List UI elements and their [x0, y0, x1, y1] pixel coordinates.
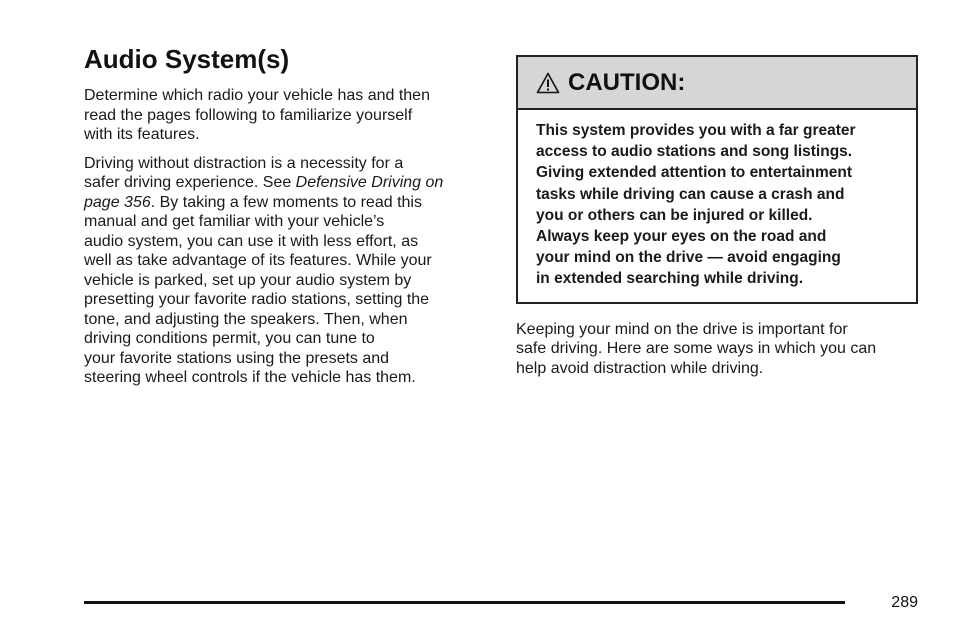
mind-on-drive-paragraph [516, 320, 918, 379]
caution-body [518, 110, 916, 302]
text-line: vehicle is parked, set up your audio system by [84, 271, 412, 289]
text-line: help avoid distraction while driving. [516, 359, 764, 377]
caution-title: CAUTION: [568, 68, 686, 96]
caution-line: tasks while driving can cause a crash and [536, 185, 845, 203]
caution-line: your mind on the drive — avoid engaging [536, 249, 841, 267]
text-line: steering wheel controls if the vehicle has them. [84, 369, 416, 386]
text-line: read the pages following to familiarize yourself [84, 106, 413, 124]
text-line: Determine which radio your vehicle has and then [84, 87, 430, 104]
text-line: tone, and adjusting the speakers. Then, when [84, 310, 408, 328]
text-line: presetting your favorite radio stations, setting the [84, 291, 430, 308]
text-line: Driving without distraction is a necessity for a [84, 154, 404, 172]
caution-line: Always keep your eyes on the road and [536, 228, 827, 246]
caution-line: you or others can be injured or killed. [536, 206, 813, 224]
caution-header [518, 57, 916, 110]
text-line [84, 173, 494, 193]
text-line [84, 193, 494, 213]
caution-line: Giving extended attention to entertainment [536, 164, 853, 182]
warning-triangle-icon [536, 72, 560, 94]
intro-paragraph [84, 86, 494, 145]
right-column [516, 55, 918, 394]
page-title: Audio System(s) [84, 44, 290, 74]
text-line: well as take advantage of its features. While your [84, 252, 432, 269]
caution-box [516, 55, 918, 304]
text-line: driving conditions permit, you can tune to [84, 330, 375, 347]
distraction-paragraph [84, 154, 494, 388]
text-line: Keeping your mind on the drive is important for [516, 320, 848, 338]
page-reference: page 356 [84, 193, 151, 211]
footer-rule [84, 601, 845, 604]
caution-line: access to audio stations and song listings. [536, 143, 853, 161]
defensive-driving-reference: Defensive Driving on [295, 174, 444, 191]
caution-line: in extended searching while driving. [536, 270, 804, 288]
left-column [84, 42, 494, 397]
text-line: audio system, you can use it with less effort, as [84, 232, 419, 250]
caution-line: This system provides you with a far greater [536, 122, 856, 139]
text-line: safe driving. Here are some ways in which you can [516, 340, 877, 358]
text-segment: safer driving experience. See [84, 174, 296, 191]
text-line: manual and get familiar with your vehicle’s [84, 213, 385, 230]
text-line: your favorite stations using the presets and [84, 349, 390, 367]
page-number: 289 [891, 594, 918, 611]
text-segment: . By taking a few moments to read this [150, 193, 422, 211]
text-line: with its features. [84, 126, 200, 143]
